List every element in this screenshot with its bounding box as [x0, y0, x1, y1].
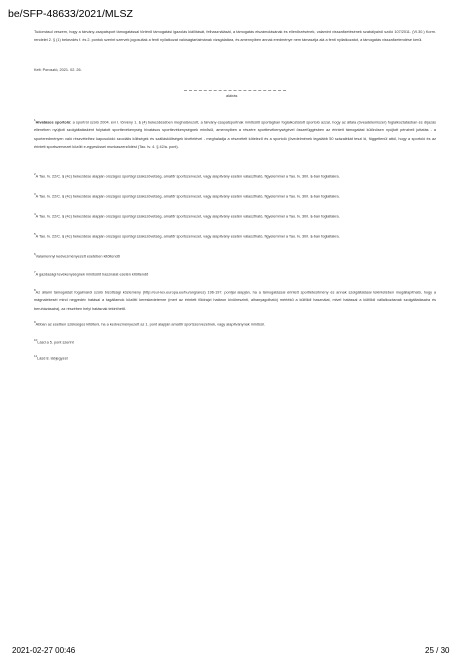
footnote-9 — [34, 318, 436, 328]
footnote-number: 2 — [34, 172, 36, 176]
footnote-6 — [34, 250, 436, 260]
footnote-term: Hivatásos sportoló: — [35, 120, 72, 125]
document-header-id: be/SFP-48633/2021/MLSZ — [8, 8, 133, 20]
footnote-text: A Tao. tv. 22/C. § (4c) bekezdése alapján országos sportági szakszövetség, amatőr sportszervezet, vagy alapítvány esetén választható, figyelemmel a Tao. tv. 30/I. §-ban foglaltakra. — [35, 214, 340, 219]
footnote-text: A Tao. tv. 22/C. § (4c) bekezdése alapján országos sportági szakszövetség, amatőr sportszervezet, vagy alapítvány esetén választható, figyelemmel a Tao. tv. 30/I. §-ban foglaltakra. — [35, 234, 340, 239]
footnote-11 — [34, 352, 436, 362]
footnote-text: a sportról szóló 2004. évi I. törvény 1. § (4) bekezdésében meghatározott, a tárvány-csapatsportnak minősülő sportágban foglalkoztatott sportoló azzal, hogy az általa (öveadélemiszer) foglalkoztatásban és díjazás ellenében nyújtott szolgáltatásként folytatott sporttevékenység hivatásos sporttevékenységnek minősül, amennyiben a részére sporttevékenységével összefüggésben az érintett támogatást különösen nyújtott pénzbeli juttatás - a sporteredményen való részvételhez kapcsolódó szociális költségek és szállásköltségek kivételével - meghaladja a részvételt kötelező és a sportoló (övedelmének legalább 50 százalékát teszi ki, függetlenül attól, hogy a sportoló és az érintett sportszervezet között e-egyesüssel munkaszerződést (Tao. tv. 4. § 42/a. pont). — [34, 120, 436, 149]
date-line: Kelt: Poroszló, 2021. 02. 26. — [34, 68, 82, 72]
footnote-10 — [34, 336, 436, 346]
footnote-2 — [34, 170, 436, 180]
footnote-number: 5 — [34, 232, 36, 236]
footnote-number: 1 — [34, 118, 36, 122]
footnote-text: Valamennyi kedvezményezett esetében kitöltendő — [35, 254, 120, 259]
signature-line — [184, 90, 286, 91]
footnote-3 — [34, 190, 436, 200]
footnote-text: A Tao. tv. 22/C. § (4c) bekezdése alapján országos sportági szakszövetség, amatőr sportszervezet, vagy alapítvány esetén választható, figyelemmel a Tao. tv. 30/I. §-ban foglaltakra. — [35, 174, 340, 179]
declaration-paragraph: Tudomásul veszem, hogy a tárvány-csapatsport támogatással történő támogatási igazolás kiállítását, felhasználását, a támogatás elszámolásának és ellenőrzésének, valamint visszafizetésének szabályairól szóló 107/2011. (VI.30.) Korm. rendelet 2. § (1) bekezdés f. és 2. pontok szerint szervek jogosultak a fenti nyilatkozat valóságtartalmának vizsgálatára, és amennyiben annak eredménye nem támasztja alá a fenti nyilatkozatot, a támogatás visszafizetendése kerül. — [34, 30, 436, 43]
footnote-number: 7 — [34, 270, 36, 274]
footnote-text: Lásd a 5. pont szerint — [37, 340, 74, 345]
footnote-1 — [34, 116, 436, 151]
footnote-text: Az állami támogatást fogalmáról szóló bizottsági közlemény (http://eur-lex.europa.eu/hu/ang/ares) 196-197. pontjai alapján, ha a támogatással érintett sportlétesítmény és annak szolgáltatásai tekintetében megállapítható, hogy a mágnalekeséi mind negyedév hatásai a tagállamok közötti kereskedelemre (mert az érintett földrajzi határon kívülreszinti, alhanyagolható) mértékű a külföldi használat, mivel hatással a külföldi vállalkozásnak szolgáltatásaira és beruházásaira), az részében helyi hatásnak tekinthető. — [34, 290, 436, 311]
footnote-5 — [34, 230, 436, 240]
footnote-number: 9 — [34, 320, 36, 324]
footnote-4 — [34, 210, 436, 220]
footer-datetime: 2021-02-27 00:46 — [12, 646, 76, 655]
footnote-text: Lásd 8. lábjegyzet — [37, 356, 68, 361]
footnote-number: 8 — [34, 288, 36, 292]
page-body — [34, 28, 436, 643]
signature-label: aláírás — [226, 94, 238, 98]
footnote-number: 3 — [34, 192, 36, 196]
footnote-number: 10 — [34, 338, 38, 342]
footnote-number: 4 — [34, 212, 36, 216]
footnote-7 — [34, 268, 436, 278]
footnote-number: 6 — [34, 252, 36, 256]
footnote-number: 11 — [34, 354, 38, 358]
footnote-text: A Tao. tv. 22/C. § (4c) bekezdése alapján országos sportági szakszövetség, amatőr sportszervezet, vagy alapítvány esetén választható, figyelemmel a Tao. tv. 30/I. §-ban foglaltakra. — [35, 194, 340, 199]
footnote-8 — [34, 286, 436, 313]
footnote-text: Abban az esetben szükséges kitölteni, ha a kedvezményezett az 1. pont alapján amatőr sportszervezetnek, vagy alapítványnak minősül. — [35, 322, 265, 327]
footnote-text: A gazdasági tevékenységnek minősülő hasznalat esetén kitöltendő — [35, 272, 149, 277]
footer-page-number: 25 / 30 — [425, 646, 450, 655]
